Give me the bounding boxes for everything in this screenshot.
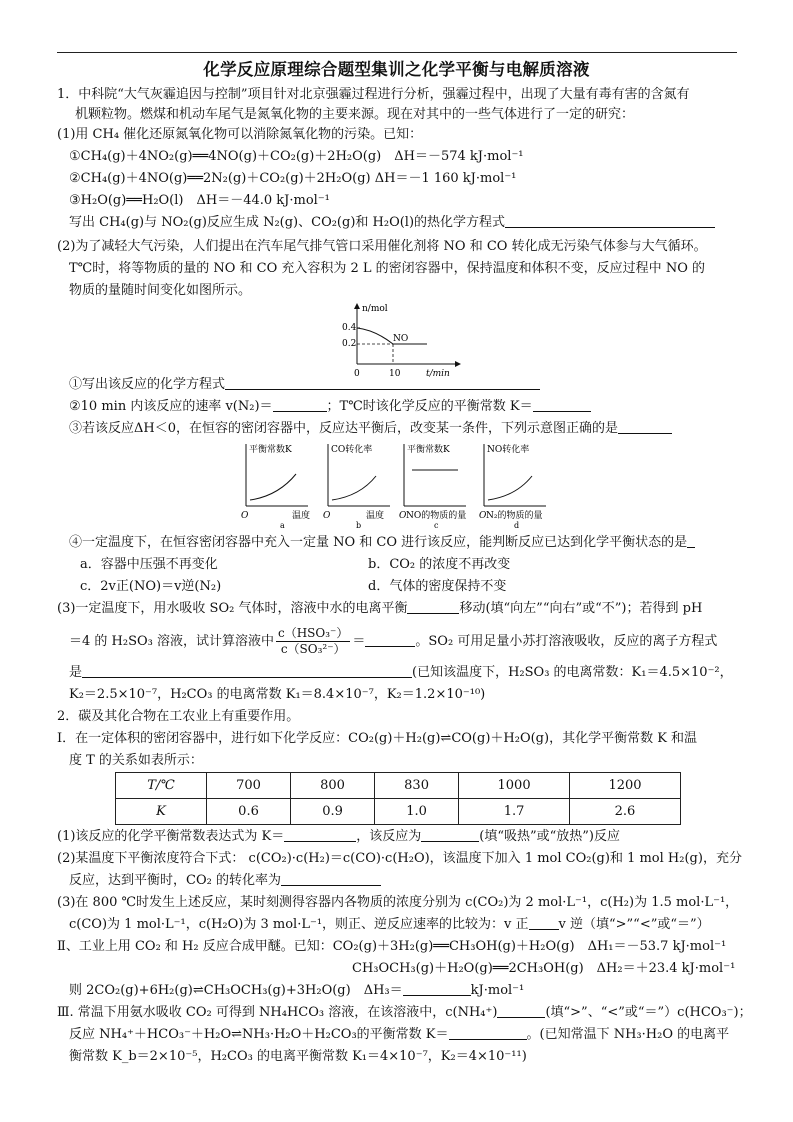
q1-equation-3: ③H₂O(g)══H₂O(l) ΔH＝－44.0 kJ·mol⁻¹ (69, 193, 330, 208)
panel-x-label: N₂的物质的量 (486, 511, 543, 521)
panel-origin: O (399, 511, 407, 521)
q1-part2-c: ③若该反应ΔH＜0，在恒容的密闭容器中，反应达平衡后，改变某一条件，下列示意图正确的是 (69, 420, 672, 438)
option-c: c．2v正(NO)＝v逆(N₂) (80, 579, 222, 594)
q2-part3-line1: (3)在 800 ℃时发生上述反应，某时刻测得容器内各物质的浓度分别为 c(CO₂)为 2 mol·L⁻¹，c(H₂)为 1.5 mol·L⁻¹， (57, 895, 739, 910)
table-cell: 1.0 (375, 799, 459, 825)
table-cell: 1200 (570, 773, 681, 799)
q2-II-line1: Ⅱ、工业上用 CO₂ 和 H₂ 反应合成甲醚。已知：CO₂(g)＋3H₂(g)══CH₃OH(g)＋H₂O(g) ΔH₁＝－53.7 kJ·mol⁻¹ (57, 939, 727, 954)
q1-part1-question: 写出 CH₄(g)与 NO₂(g)反应生成 N₂(g)、CO₂(g)和 H₂O(l)的热化学方程式 (69, 214, 715, 232)
q1-part2-d: ④一定温度下，在恒容密闭容器中充入一定量 NO 和 CO 进行该反应，能判断反应已达到化学平衡状态的是 (69, 534, 695, 552)
q2-II-line3: 则 2CO₂(g)+6H₂(g)⇌CH₃OCH₃(g)+3H₂O(g) ΔH₃＝ kJ·mol⁻¹ (69, 983, 525, 998)
answer-blank[interactable] (284, 828, 356, 842)
series-label: NO (393, 334, 409, 344)
table-row (116, 799, 681, 825)
q1-part2-line2: T℃时，将等物质的量的 NO 和 CO 充入容积为 2 L 的密闭容器中，保持温度和体积不变，反应过程中 NO 的 (69, 261, 705, 276)
answer-blank[interactable] (618, 420, 672, 434)
table-cell: 1.7 (459, 799, 570, 825)
q2-I-line2: 度 T 的关系如表所示： (69, 753, 203, 768)
table-cell: 1000 (459, 773, 570, 799)
table-row (116, 773, 681, 799)
q2-II-line2: CH₃OCH₃(g)＋H₂O(g)══2CH₃OH(g) ΔH₂＝＋23.4 kJ·mol⁻¹ (352, 961, 736, 976)
x-axis-arrow (455, 361, 461, 367)
x-axis-label: t/min (426, 369, 450, 379)
panel-y-label: 平衡常数K (249, 445, 292, 455)
y-axis-arrow (354, 303, 360, 309)
row-header: T/℃ (116, 773, 207, 799)
answer-blank[interactable] (273, 398, 327, 412)
y-axis-label: n/mol (362, 304, 388, 314)
table-cell: 2.6 (570, 799, 681, 825)
panel-letter: a (280, 521, 285, 530)
q1-equation-2: ②CH₄(g)＋4NO(g)══2N₂(g)＋CO₂(g)＋2H₂O(g) ΔH＝－1 160 kJ·mol⁻¹ (69, 171, 517, 186)
concentration-ratio: $\frac{\text{c（HSO₃⁻）}}{\text{c（SO₃²⁻）}}$ (278, 626, 349, 656)
answer-blank[interactable] (533, 398, 591, 412)
table-cell: 830 (375, 773, 459, 799)
answer-blank[interactable] (281, 872, 381, 886)
q1-part2-a: ①写出该反应的化学方程式 (69, 376, 540, 394)
answer-blank[interactable] (449, 1026, 527, 1040)
schematic-panels (236, 438, 566, 530)
q1-part2-line3: 物质的量随时间变化如图所示。 (69, 283, 252, 298)
panel-x-label: 温度 (366, 511, 385, 521)
answer-blank[interactable] (529, 916, 559, 930)
answer-blank[interactable] (505, 214, 715, 228)
panel-y-label: CO转化率 (331, 445, 373, 455)
q1-equation-1: ①CH₄(g)＋4NO₂(g)══4NO(g)＋CO₂(g)＋2H₂O(g) ΔH＝－574 kJ·mol⁻¹ (69, 149, 524, 164)
panel-b (323, 443, 390, 530)
panel-letter: b (356, 521, 362, 530)
q2-I-line1: Ⅰ．在一定体积的密闭容器中，进行如下化学反应：CO₂(g)＋H₂(g)⇌CO(g)＋H₂O(g)，其化学平衡常数 K 和温 (57, 731, 698, 746)
q2-part1: (1)该反应的化学平衡常数表达式为 K＝ ，该反应为 (填“吸热”或“放热”)反应 (57, 829, 621, 844)
x-tick-label: 0 (354, 369, 360, 379)
y-tick-label: 0.4 (342, 323, 357, 333)
answer-blank[interactable] (497, 1004, 545, 1018)
header-rule (57, 52, 737, 53)
q1-part2-line1: (2)为了减轻大气污染，人们提出在汽车尾气排气管口采用催化剂将 NO 和 CO 转化成无污染气体参与大气循环。 (57, 239, 707, 254)
table-cell: 800 (291, 773, 375, 799)
q2-III-line2: 反应 NH₄⁺＋HCO₃⁻＋H₂O⇌NH₃·H₂O＋H₂CO₃的平衡常数 K＝ 。(已知常温下 NH₃·H₂O 的电离平 (69, 1027, 730, 1042)
panel-a (241, 443, 310, 530)
answer-blank[interactable] (365, 633, 415, 647)
panel-letter: d (514, 521, 520, 530)
q2-part3-line2: c(CO)为 1 mol·L⁻¹，c(H₂O)为 3 mol·L⁻¹，则正、逆反应速率的比较为：v 正 v 逆（填“>”“<”或“＝”） (69, 917, 710, 932)
q2-heading: 2．碳及其化合物在工农业上有重要作用。 (57, 709, 300, 724)
panel-y-label: NO转化率 (487, 445, 530, 455)
q1-part1-intro: (1)用 CH₄ 催化还原氮氧化物可以消除氮氧化物的污染。已知： (57, 127, 423, 142)
q1-intro-line1: 1．中科院“大气灰霾追因与控制”项目针对北京强霾过程进行分析，强霾过程中，出现了大量有毒有害的含氮有 (57, 87, 690, 102)
q1-part3-line3: 是 (已知该温度下，H₂SO₃ 的电离常数：K₁＝4.5×10⁻²， (69, 665, 733, 680)
q2-part2-line2: 反应，达到平衡时，CO₂ 的转化率为 (69, 872, 381, 890)
panel-y-label: 平衡常数K (407, 445, 450, 455)
answer-blank[interactable] (421, 828, 479, 842)
q1-intro-line2: 机颗粒物。燃煤和机动车尾气是氮氧化物的主要来源。现在对其中的一些气体进行了一定的研究： (75, 107, 635, 122)
answer-blank[interactable] (82, 664, 412, 678)
option-d: d．气体的密度保持不变 (368, 579, 507, 594)
table-cell: 0.6 (207, 799, 291, 825)
k-temperature-table (115, 772, 681, 825)
panel-d (479, 443, 546, 530)
no-decay-curve (357, 328, 393, 344)
q2-part2-line1: (2)某温度下平衡浓度符合下式： c(CO₂)·c(H₂)＝c(CO)·c(H₂O)，该温度下加入 1 mol CO₂(g)和 1 mol H₂(g)，充分 (57, 851, 742, 866)
y-tick-label: 0.2 (342, 339, 357, 349)
page-title: 化学反应原理综合题型集训之化学平衡与电解质溶液 (203, 60, 590, 79)
panel-origin: O (323, 511, 331, 521)
answer-blank[interactable] (407, 600, 459, 614)
table-cell: 700 (207, 773, 291, 799)
answer-blank[interactable] (403, 982, 471, 996)
panel-curve (332, 476, 376, 500)
row-header: K (116, 799, 207, 825)
panel-origin: O (241, 511, 249, 521)
panel-origin: O (479, 511, 487, 521)
answer-blank[interactable] (225, 376, 540, 390)
panel-letter: c (434, 521, 439, 530)
q2-III-line3: 衡常数 K_b＝2×10⁻⁵，H₂CO₃ 的电离平衡常数 K₁＝4×10⁻⁷，K₂＝4×10⁻¹¹) (69, 1049, 527, 1064)
q2-III-line1: Ⅲ. 常温下用氨水吸收 CO₂ 可得到 NH₄HCO₃ 溶液，在该溶液中，c(NH₄⁺) (填“>”、“<”或“＝”）c(HCO₃⁻)； (57, 1005, 752, 1020)
x-tick-label: 10 (389, 369, 401, 379)
answer-blank[interactable] (687, 534, 695, 548)
table-cell: 0.9 (291, 799, 375, 825)
panel-x-label: 温度 (292, 511, 311, 521)
no-amount-time-graph (320, 300, 490, 380)
q1-part3-line2: ＝4 的 H₂SO₃ 溶液，试计算溶液中 $\frac{\text{c（HSO₃⁻）}}{\text{c（SO₃²⁻）}}$ ＝ 。SO₂ 可用足量小苏打溶液吸收，反应的离子方程式 (69, 626, 718, 656)
q1-part3-line1: (3)一定温度下，用水吸收 SO₂ 气体时，溶液中水的电离平衡 移动(填“向左”“向右”或“不”)；若得到 pH (57, 601, 703, 616)
panel-x-label: NO的物质的量 (406, 511, 467, 521)
panel-curve (250, 474, 296, 500)
panel-curve (488, 476, 532, 500)
option-a: a．容器中压强不再变化 (80, 557, 218, 572)
q1-part2-b: ②10 min 内该反应的速率 v(N₂)＝ ；T℃时该化学反应的平衡常数 K＝ (69, 398, 591, 416)
panel-c (399, 443, 466, 530)
option-b: b．CO₂ 的浓度不再改变 (368, 557, 511, 572)
q1-part3-line4: K₂＝2.5×10⁻⁷，H₂CO₃ 的电离常数 K₁＝8.4×10⁻⁷，K₂＝1.2×10⁻¹⁰) (69, 687, 486, 702)
